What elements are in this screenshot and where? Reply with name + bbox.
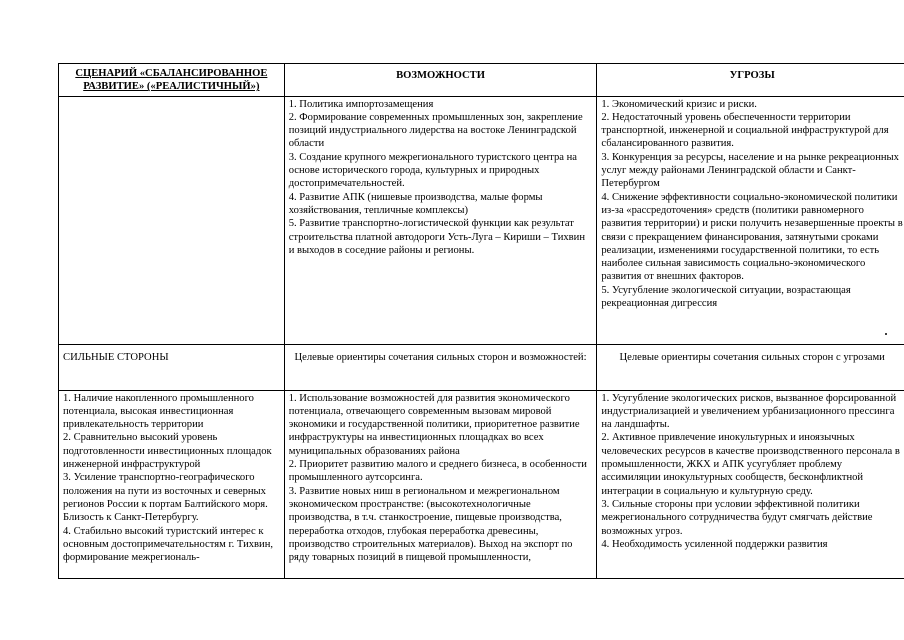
strengths-label: СИЛЬНЫЕ СТОРОНЫ [59, 344, 285, 390]
strengths-row [59, 390, 904, 578]
st-header: Целевые ориентиры сочетания сильных сторон с угрозами [597, 344, 904, 390]
header-row [59, 64, 904, 97]
opportunities-cell: 1. Политика импортозамещения 2. Формирование современных промышленных зон, закрепление позиций индустриального лидерства на востоке Ленинградской области 3. Создание крупного межрегионального туристского центра на основе исторического города, культурных и природных достопримечательностей. 4. Развитие АПК (нишевые производства, малые формы хозяйствования, тепличные комплексы) 5. Развитие транспортно-логистической функции как результат строительства платной автодороги Усть-Луга – Кириши – Тихвин и выходов в соседние районы и регионы. [284, 96, 597, 344]
so-header: Целевые ориентиры сочетания сильных сторон и возможностей: [284, 344, 597, 390]
scenario-header: СЦЕНАРИЙ «СБАЛАНСИРОВАННОЕ РАЗВИТИЕ» («РЕАЛИСТИЧНЫЙ») [59, 64, 285, 97]
empty-cell [59, 96, 285, 344]
strengths-header-row [59, 344, 904, 390]
strengths-cell: 1. Наличие накопленного промышленного потенциала, высокая инвестиционная привлекательность территории 2. Сравнительно высокий уровень подготовленности инвестиционных площадок инженерной инфраструктурой 3. Усиление транспортно-географического положения на пути из восточных и северных регионов России к портам Балтийского моря. Близость к Санкт-Петербургу. 4. Стабильно высокий туристский интерес к основным достопримечательностям г. Тихвин, формирование межрегиональ- [59, 390, 285, 578]
threats-cell: 1. Экономический кризис и риски. 2. Недостаточный уровень обеспеченности территории транспортной, инженерной и социальной инфраструктурой для сбалансированного развития. 3. Конкуренция за ресурсы, население и на рынке рекреационных услуг между районами Ленинградской области и Санкт-Петербургом 4. Снижение эффективности социально-экономической политики из-за «рассредоточения» средств (политики равномерного развития территории) и риски получить незавершенные проекты в связи с прекращением финансирования, затянутыми сроками реализации, изменениями государственной политики, то есть наиболее сильная зависимость социально-экономического развития от внешних факторов. 5. Усугубление экологической ситуации, возрастающая рекреационная дигрессия [597, 96, 904, 344]
threats-header: УГРОЗЫ [597, 64, 904, 97]
stray-dot [885, 333, 887, 335]
opportunities-threats-row [59, 96, 904, 344]
so-cell: 1. Использование возможностей для развития экономического потенциала, отвечающего современным вызовам мировой экономики и государственной политики, приоритетное развитие инфраструктуры на инвестиционных площадках во всех муниципальных образованиях района 2. Приоритет развитию малого и среднего бизнеса, в особенности промышленного аутсорсинга. 3. Развитие новых ниш в региональном и межрегиональном экономическом пространстве: (высокотехнологичные производства, в т.ч. станкостроение, пищевые производства, переработка отходов, глубокая переработка древесины, производство строительных материалов). Выход на экспорт по ряду товарных позиций в пищевой промышленности, [284, 390, 597, 578]
opportunities-header: ВОЗМОЖНОСТИ [284, 64, 597, 97]
swot-table [58, 63, 904, 579]
st-cell: 1. Усугубление экологических рисков, вызванное форсированной индустриализацией и увеличением урбанизационного прессинга на ландшафты. 2. Активное привлечение инокультурных и иноязычных человеческих ресурсов в качестве производственного персонала в промышленности, ЖКХ и АПК усугубляет проблему ассимиляции инокультурных сообществ, бесконфликтной интеграции в социальную и культурную среду. 3. Сильные стороны при условии эффективной политики межрегионального сотрудничества будут смягчать действие возможных угроз. 4. Необходимость усиленной поддержки развития [597, 390, 904, 578]
